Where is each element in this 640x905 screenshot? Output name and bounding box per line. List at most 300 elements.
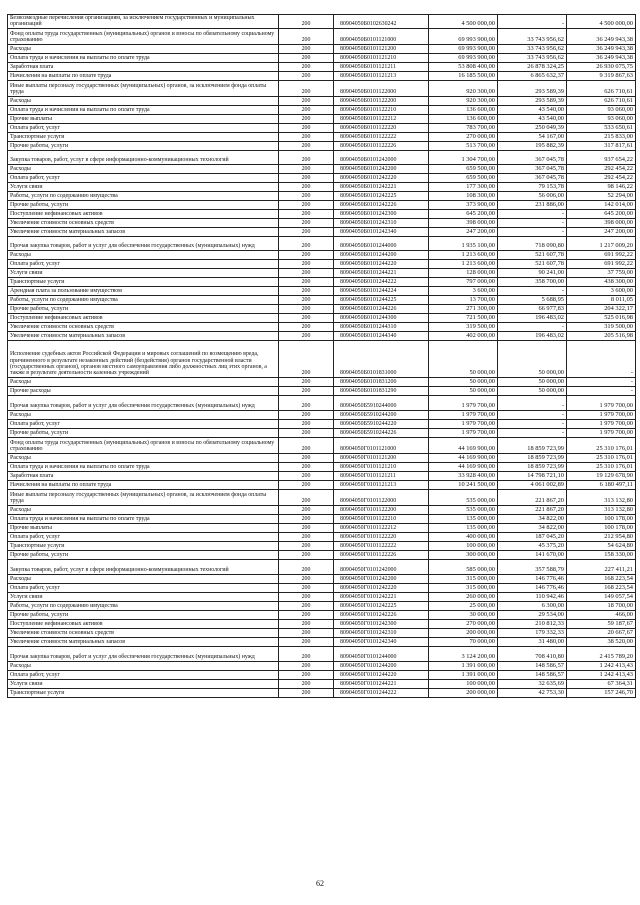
- row-approved-amount-cell: 69 993 900,00: [429, 44, 498, 53]
- row-executed-amount-cell: 33 743 956,62: [498, 28, 567, 44]
- row-executed-amount-cell: 56 006,00: [498, 191, 567, 200]
- table-row: [8, 236, 636, 250]
- row-approved-amount-cell: 16 185 500,00: [429, 71, 498, 80]
- row-unexecuted-amount-cell: 466,00: [567, 610, 636, 619]
- row-classification-code-cell: 80904050Б0101121210: [334, 53, 429, 62]
- row-executed-amount-cell: -: [498, 209, 567, 218]
- row-approved-amount-cell: 30 000,00: [429, 610, 498, 619]
- table-row: [8, 541, 636, 550]
- row-executed-amount-cell: -: [498, 410, 567, 419]
- row-classification-code-cell: 80904050Б0101242340: [334, 227, 429, 236]
- row-executed-amount-cell: -: [498, 419, 567, 428]
- row-approved-amount-cell: 33 928 400,00: [429, 471, 498, 480]
- row-classification-code-cell: 80904050Г0101121210: [334, 462, 429, 471]
- row-executed-amount-cell: 90 241,00: [498, 268, 567, 277]
- row-name-cell: Фонд оплаты труда государственных (муниципальных) органов и взносы по обязательному социальному страхованию: [8, 437, 279, 453]
- row-line-code-cell: 200: [279, 141, 334, 150]
- row-name-cell: Закупка товаров, работ, услуг в сфере информационно-коммуникационных технологий: [8, 559, 279, 574]
- row-unexecuted-amount-cell: 168 223,54: [567, 574, 636, 583]
- row-executed-amount-cell: 146 776,46: [498, 583, 567, 592]
- row-line-code-cell: 200: [279, 550, 334, 559]
- row-name-cell: Увеличение стоимости материальных запасов: [8, 637, 279, 646]
- row-unexecuted-amount-cell: 18 700,00: [567, 601, 636, 610]
- row-executed-amount-cell: 196 483,02: [498, 331, 567, 340]
- table-row: [8, 453, 636, 462]
- row-classification-code-cell: 80904050Б0101244221: [334, 268, 429, 277]
- row-approved-amount-cell: 247 200,00: [429, 227, 498, 236]
- row-name-cell: Увеличение стоимости материальных запасов: [8, 331, 279, 340]
- row-executed-amount-cell: 6 865 632,37: [498, 71, 567, 80]
- table-row: [8, 268, 636, 277]
- table-row: [8, 688, 636, 697]
- row-executed-amount-cell: -: [498, 322, 567, 331]
- row-approved-amount-cell: 135 000,00: [429, 514, 498, 523]
- row-line-code-cell: 200: [279, 619, 334, 628]
- row-executed-amount-cell: 708 410,80: [498, 646, 567, 661]
- row-executed-amount-cell: 31 480,00: [498, 637, 567, 646]
- table-row: [8, 428, 636, 437]
- row-classification-code-cell: 80904050Г0101242200: [334, 574, 429, 583]
- row-line-code-cell: 200: [279, 395, 334, 410]
- row-classification-code-cell: 80904050Г0101244200: [334, 661, 429, 670]
- table-row: [8, 592, 636, 601]
- row-line-code-cell: 200: [279, 637, 334, 646]
- row-classification-code-cell: 80904050Б0101122210: [334, 105, 429, 114]
- row-classification-code-cell: 80904050Г0101242310: [334, 628, 429, 637]
- row-name-cell: Прочие расходы: [8, 386, 279, 395]
- row-name-cell: Оплата работ, услуг: [8, 670, 279, 679]
- row-approved-amount-cell: 13 700,00: [429, 295, 498, 304]
- row-classification-code-cell: 80904050Б0101831000: [334, 340, 429, 377]
- row-classification-code-cell: 80904050Б0101122222: [334, 132, 429, 141]
- table-row: [8, 377, 636, 386]
- table-row: [8, 574, 636, 583]
- row-approved-amount-cell: 50 000,00: [429, 340, 498, 377]
- row-classification-code-cell: 80904050Б0101242310: [334, 218, 429, 227]
- table-row: [8, 437, 636, 453]
- row-executed-amount-cell: 45 375,20: [498, 541, 567, 550]
- row-executed-amount-cell: 42 753,30: [498, 688, 567, 697]
- row-executed-amount-cell: 367 045,78: [498, 173, 567, 182]
- table-row: [8, 583, 636, 592]
- row-approved-amount-cell: 70 000,00: [429, 637, 498, 646]
- row-classification-code-cell: 80904050Б0101242221: [334, 182, 429, 191]
- table-row: [8, 637, 636, 646]
- budget-table-body: [8, 15, 636, 698]
- table-row: [8, 286, 636, 295]
- row-line-code-cell: 200: [279, 688, 334, 697]
- row-unexecuted-amount-cell: 204 322,17: [567, 304, 636, 313]
- row-name-cell: Расходы: [8, 44, 279, 53]
- row-approved-amount-cell: 10 241 500,00: [429, 480, 498, 489]
- table-row: [8, 191, 636, 200]
- row-line-code-cell: 200: [279, 523, 334, 532]
- row-classification-code-cell: 80904050Г0101121213: [334, 480, 429, 489]
- row-line-code-cell: 200: [279, 559, 334, 574]
- row-classification-code-cell: 80904050Б5910244220: [334, 419, 429, 428]
- row-name-cell: Иные выплаты персоналу государственных (муниципальных) органов, за исключением фонда оплаты труда: [8, 80, 279, 96]
- table-row: [8, 209, 636, 218]
- row-classification-code-cell: 80904050Б0101121213: [334, 71, 429, 80]
- row-unexecuted-amount-cell: 100 178,00: [567, 523, 636, 532]
- row-line-code-cell: 200: [279, 453, 334, 462]
- row-name-cell: Безвозмездные перечисления организациям, за исключением государственных и муниципальных организаций: [8, 15, 279, 29]
- row-approved-amount-cell: 260 000,00: [429, 592, 498, 601]
- table-row: [8, 259, 636, 268]
- row-line-code-cell: 200: [279, 410, 334, 419]
- row-classification-code-cell: 80904050Б0101122220: [334, 123, 429, 132]
- row-approved-amount-cell: 100 000,00: [429, 679, 498, 688]
- row-line-code-cell: 200: [279, 505, 334, 514]
- row-executed-amount-cell: 367 045,78: [498, 164, 567, 173]
- row-classification-code-cell: 80904050Б0101242300: [334, 209, 429, 218]
- row-classification-code-cell: 80904050Б0101244224: [334, 286, 429, 295]
- row-executed-amount-cell: 221 867,20: [498, 489, 567, 505]
- table-row: [8, 173, 636, 182]
- row-name-cell: Транспортные услуги: [8, 132, 279, 141]
- table-row: [8, 471, 636, 480]
- row-executed-amount-cell: 26 878 324,25: [498, 62, 567, 71]
- row-name-cell: Услуги связи: [8, 182, 279, 191]
- row-name-cell: Услуги связи: [8, 679, 279, 688]
- row-unexecuted-amount-cell: 3 600,00: [567, 286, 636, 295]
- row-name-cell: Расходы: [8, 505, 279, 514]
- row-unexecuted-amount-cell: 227 411,21: [567, 559, 636, 574]
- row-line-code-cell: 200: [279, 419, 334, 428]
- row-executed-amount-cell: 29 534,00: [498, 610, 567, 619]
- row-approved-amount-cell: 373 900,00: [429, 200, 498, 209]
- row-name-cell: Увеличение стоимости основных средств: [8, 218, 279, 227]
- row-classification-code-cell: 80904050Б0101831200: [334, 377, 429, 386]
- budget-table: [7, 14, 636, 698]
- row-name-cell: Оплата работ, услуг: [8, 532, 279, 541]
- row-unexecuted-amount-cell: 93 060,00: [567, 105, 636, 114]
- row-approved-amount-cell: 44 169 900,00: [429, 462, 498, 471]
- row-unexecuted-amount-cell: 1 979 700,00: [567, 419, 636, 428]
- row-approved-amount-cell: 513 700,00: [429, 141, 498, 150]
- row-executed-amount-cell: 293 589,39: [498, 96, 567, 105]
- row-classification-code-cell: 80904050Б0101122200: [334, 96, 429, 105]
- row-unexecuted-amount-cell: 59 187,67: [567, 619, 636, 628]
- row-executed-amount-cell: 32 635,69: [498, 679, 567, 688]
- row-classification-code-cell: 80904050Б0101242220: [334, 173, 429, 182]
- row-classification-code-cell: 80904050Г0101242221: [334, 592, 429, 601]
- row-executed-amount-cell: 110 942,46: [498, 592, 567, 601]
- row-approved-amount-cell: 535 000,00: [429, 505, 498, 514]
- row-unexecuted-amount-cell: 1 979 700,00: [567, 428, 636, 437]
- row-unexecuted-amount-cell: -: [567, 386, 636, 395]
- row-unexecuted-amount-cell: 36 249 943,38: [567, 28, 636, 44]
- table-row: [8, 96, 636, 105]
- row-executed-amount-cell: -: [498, 227, 567, 236]
- row-approved-amount-cell: 44 169 900,00: [429, 437, 498, 453]
- row-line-code-cell: 200: [279, 53, 334, 62]
- row-classification-code-cell: 80904050Б0101122000: [334, 80, 429, 96]
- row-executed-amount-cell: 179 332,33: [498, 628, 567, 637]
- row-approved-amount-cell: 200 000,00: [429, 688, 498, 697]
- row-unexecuted-amount-cell: 533 650,61: [567, 123, 636, 132]
- row-approved-amount-cell: 920 300,00: [429, 96, 498, 105]
- row-approved-amount-cell: 177 300,00: [429, 182, 498, 191]
- row-line-code-cell: 200: [279, 132, 334, 141]
- row-line-code-cell: 200: [279, 386, 334, 395]
- table-row: [8, 62, 636, 71]
- row-line-code-cell: 200: [279, 574, 334, 583]
- row-unexecuted-amount-cell: 2 415 789,20: [567, 646, 636, 661]
- table-row: [8, 277, 636, 286]
- row-line-code-cell: 200: [279, 28, 334, 44]
- row-name-cell: Оплата труда и начисления на выплаты по оплате труда: [8, 462, 279, 471]
- row-line-code-cell: 200: [279, 322, 334, 331]
- row-name-cell: Увеличение стоимости основных средств: [8, 322, 279, 331]
- row-classification-code-cell: 80904050Б0101244222: [334, 277, 429, 286]
- row-classification-code-cell: 80904050Г0101242000: [334, 559, 429, 574]
- table-row: [8, 218, 636, 227]
- row-line-code-cell: 200: [279, 628, 334, 637]
- table-row: [8, 53, 636, 62]
- table-row: [8, 44, 636, 53]
- table-row: [8, 304, 636, 313]
- row-line-code-cell: 200: [279, 71, 334, 80]
- table-row: [8, 105, 636, 114]
- row-line-code-cell: 200: [279, 268, 334, 277]
- row-approved-amount-cell: 783 700,00: [429, 123, 498, 132]
- row-unexecuted-amount-cell: 525 016,98: [567, 313, 636, 322]
- row-executed-amount-cell: 210 812,33: [498, 619, 567, 628]
- row-executed-amount-cell: 718 090,80: [498, 236, 567, 250]
- row-unexecuted-amount-cell: -: [567, 340, 636, 377]
- row-classification-code-cell: 80904050Г0101244222: [334, 688, 429, 697]
- row-name-cell: Оплата труда и начисления на выплаты по оплате труда: [8, 53, 279, 62]
- row-unexecuted-amount-cell: 1 979 700,00: [567, 410, 636, 419]
- row-classification-code-cell: 80904050Г0101122000: [334, 489, 429, 505]
- row-executed-amount-cell: 250 049,39: [498, 123, 567, 132]
- row-classification-code-cell: 80904050Г0101122220: [334, 532, 429, 541]
- row-unexecuted-amount-cell: 438 300,00: [567, 277, 636, 286]
- row-approved-amount-cell: 128 000,00: [429, 268, 498, 277]
- table-row: [8, 462, 636, 471]
- row-name-cell: Услуги связи: [8, 268, 279, 277]
- row-approved-amount-cell: 136 600,00: [429, 105, 498, 114]
- row-classification-code-cell: 80904050Б0101244310: [334, 322, 429, 331]
- row-name-cell: Расходы: [8, 574, 279, 583]
- row-approved-amount-cell: 1 391 000,00: [429, 661, 498, 670]
- row-approved-amount-cell: 200 000,00: [429, 628, 498, 637]
- row-unexecuted-amount-cell: 1 979 700,00: [567, 395, 636, 410]
- row-unexecuted-amount-cell: 1 242 413,43: [567, 661, 636, 670]
- row-executed-amount-cell: 521 607,78: [498, 259, 567, 268]
- row-name-cell: Прочая закупка товаров, работ и услуг для обеспечения государственных (муниципальных) нужд: [8, 236, 279, 250]
- row-classification-code-cell: 80904050Г0101122212: [334, 523, 429, 532]
- row-executed-amount-cell: 50 000,00: [498, 377, 567, 386]
- row-line-code-cell: 200: [279, 182, 334, 191]
- row-executed-amount-cell: 146 776,46: [498, 574, 567, 583]
- row-line-code-cell: 200: [279, 123, 334, 132]
- row-unexecuted-amount-cell: 313 132,80: [567, 489, 636, 505]
- row-unexecuted-amount-cell: 645 200,00: [567, 209, 636, 218]
- row-classification-code-cell: 80904050Б0101121200: [334, 44, 429, 53]
- row-approved-amount-cell: 100 000,00: [429, 541, 498, 550]
- row-name-cell: Услуги связи: [8, 592, 279, 601]
- row-line-code-cell: 200: [279, 428, 334, 437]
- table-row: [8, 514, 636, 523]
- row-executed-amount-cell: 18 859 723,99: [498, 453, 567, 462]
- table-row: [8, 28, 636, 44]
- row-line-code-cell: 200: [279, 44, 334, 53]
- row-name-cell: Прочие выплаты: [8, 114, 279, 123]
- row-name-cell: Заработная плата: [8, 62, 279, 71]
- row-executed-amount-cell: 141 670,00: [498, 550, 567, 559]
- table-row: [8, 227, 636, 236]
- row-approved-amount-cell: 69 993 900,00: [429, 28, 498, 44]
- row-approved-amount-cell: 315 000,00: [429, 583, 498, 592]
- row-line-code-cell: 200: [279, 259, 334, 268]
- row-approved-amount-cell: 319 500,00: [429, 322, 498, 331]
- row-executed-amount-cell: -: [498, 218, 567, 227]
- row-executed-amount-cell: 293 589,39: [498, 80, 567, 96]
- row-unexecuted-amount-cell: 36 249 943,38: [567, 53, 636, 62]
- row-approved-amount-cell: 44 169 900,00: [429, 453, 498, 462]
- row-name-cell: Транспортные услуги: [8, 688, 279, 697]
- row-unexecuted-amount-cell: 142 014,00: [567, 200, 636, 209]
- row-unexecuted-amount-cell: 157 246,70: [567, 688, 636, 697]
- row-executed-amount-cell: 50 000,00: [498, 386, 567, 395]
- row-approved-amount-cell: 25 000,00: [429, 601, 498, 610]
- row-unexecuted-amount-cell: 98 146,22: [567, 182, 636, 191]
- row-unexecuted-amount-cell: 37 759,00: [567, 268, 636, 277]
- row-name-cell: Расходы: [8, 661, 279, 670]
- row-approved-amount-cell: 1 979 700,00: [429, 419, 498, 428]
- row-unexecuted-amount-cell: 292 454,22: [567, 164, 636, 173]
- table-row: [8, 123, 636, 132]
- table-row: [8, 550, 636, 559]
- row-approved-amount-cell: 1 979 700,00: [429, 395, 498, 410]
- table-row: [8, 141, 636, 150]
- row-classification-code-cell: 80904050Б0101244225: [334, 295, 429, 304]
- row-approved-amount-cell: 270 000,00: [429, 619, 498, 628]
- table-row: [8, 419, 636, 428]
- row-unexecuted-amount-cell: 26 930 075,75: [567, 62, 636, 71]
- row-unexecuted-amount-cell: 313 132,80: [567, 505, 636, 514]
- row-line-code-cell: 200: [279, 286, 334, 295]
- row-line-code-cell: 200: [279, 514, 334, 523]
- table-row: [8, 395, 636, 410]
- row-unexecuted-amount-cell: 8 011,05: [567, 295, 636, 304]
- row-executed-amount-cell: -: [498, 428, 567, 437]
- row-name-cell: Оплата работ, услуг: [8, 123, 279, 132]
- row-line-code-cell: 200: [279, 173, 334, 182]
- row-name-cell: Фонд оплаты труда государственных (муниципальных) органов и взносы по обязательному социальному страхованию: [8, 28, 279, 44]
- row-unexecuted-amount-cell: 937 654,22: [567, 150, 636, 164]
- row-name-cell: Прочие работы, услуги: [8, 304, 279, 313]
- row-classification-code-cell: 80904050Б0101242200: [334, 164, 429, 173]
- row-approved-amount-cell: 270 000,00: [429, 132, 498, 141]
- row-approved-amount-cell: 1 213 600,00: [429, 259, 498, 268]
- row-classification-code-cell: 80904050Г0101122210: [334, 514, 429, 523]
- table-row: [8, 601, 636, 610]
- row-classification-code-cell: 80904050Г0101242225: [334, 601, 429, 610]
- row-unexecuted-amount-cell: 215 833,00: [567, 132, 636, 141]
- row-name-cell: Транспортные услуги: [8, 541, 279, 550]
- table-row: [8, 164, 636, 173]
- row-approved-amount-cell: 108 300,00: [429, 191, 498, 200]
- row-name-cell: Прочие работы, услуги: [8, 200, 279, 209]
- row-unexecuted-amount-cell: 6 180 497,11: [567, 480, 636, 489]
- row-name-cell: Увеличение стоимости основных средств: [8, 628, 279, 637]
- row-unexecuted-amount-cell: 20 667,67: [567, 628, 636, 637]
- row-unexecuted-amount-cell: 25 310 176,01: [567, 437, 636, 453]
- row-line-code-cell: 200: [279, 532, 334, 541]
- row-name-cell: Прочие работы, услуги: [8, 610, 279, 619]
- row-approved-amount-cell: 3 600,00: [429, 286, 498, 295]
- row-classification-code-cell: 80904050Б0101242000: [334, 150, 429, 164]
- row-unexecuted-amount-cell: 292 454,22: [567, 173, 636, 182]
- row-executed-amount-cell: 5 688,95: [498, 295, 567, 304]
- row-line-code-cell: 200: [279, 200, 334, 209]
- row-approved-amount-cell: 1 304 700,00: [429, 150, 498, 164]
- row-name-cell: Арендная плата за пользование имуществом: [8, 286, 279, 295]
- row-approved-amount-cell: 585 000,00: [429, 559, 498, 574]
- row-classification-code-cell: 80904050Б5910244226: [334, 428, 429, 437]
- row-name-cell: Расходы: [8, 96, 279, 105]
- row-line-code-cell: 200: [279, 80, 334, 96]
- table-row: [8, 661, 636, 670]
- table-row: [8, 313, 636, 322]
- row-executed-amount-cell: 148 586,57: [498, 661, 567, 670]
- row-line-code-cell: 200: [279, 277, 334, 286]
- row-classification-code-cell: 80904050Г0101121200: [334, 453, 429, 462]
- row-line-code-cell: 200: [279, 340, 334, 377]
- table-row: [8, 80, 636, 96]
- row-unexecuted-amount-cell: 205 516,98: [567, 331, 636, 340]
- row-name-cell: Иные выплаты персоналу государственных (муниципальных) органов, за исключением фонда оплаты труда: [8, 489, 279, 505]
- row-line-code-cell: 200: [279, 377, 334, 386]
- row-classification-code-cell: 80904050Г0101122200: [334, 505, 429, 514]
- row-line-code-cell: 200: [279, 462, 334, 471]
- table-row: [8, 489, 636, 505]
- row-name-cell: Оплата работ, услуг: [8, 583, 279, 592]
- row-unexecuted-amount-cell: 54 624,80: [567, 541, 636, 550]
- row-unexecuted-amount-cell: 691 992,22: [567, 250, 636, 259]
- row-unexecuted-amount-cell: 1 242 413,43: [567, 670, 636, 679]
- row-approved-amount-cell: 271 300,00: [429, 304, 498, 313]
- row-unexecuted-amount-cell: 626 710,61: [567, 80, 636, 96]
- row-unexecuted-amount-cell: 25 310 176,01: [567, 453, 636, 462]
- row-line-code-cell: 200: [279, 250, 334, 259]
- row-classification-code-cell: 80904050Г0101242226: [334, 610, 429, 619]
- row-name-cell: Оплата работ, услуг: [8, 173, 279, 182]
- row-line-code-cell: 200: [279, 105, 334, 114]
- row-name-cell: Расходы: [8, 453, 279, 462]
- row-approved-amount-cell: 3 124 200,00: [429, 646, 498, 661]
- row-name-cell: Оплата работ, услуг: [8, 259, 279, 268]
- row-classification-code-cell: 80904050Г0101244000: [334, 646, 429, 661]
- row-line-code-cell: 200: [279, 471, 334, 480]
- row-line-code-cell: 200: [279, 679, 334, 688]
- row-approved-amount-cell: 400 000,00: [429, 532, 498, 541]
- row-line-code-cell: 200: [279, 592, 334, 601]
- row-name-cell: Поступление нефинансовых активов: [8, 619, 279, 628]
- row-name-cell: Прочая закупка товаров, работ и услуг для обеспечения государственных (муниципальных) нужд: [8, 646, 279, 661]
- table-row: [8, 15, 636, 29]
- row-executed-amount-cell: 14 798 721,10: [498, 471, 567, 480]
- row-line-code-cell: 200: [279, 191, 334, 200]
- row-approved-amount-cell: 398 000,00: [429, 218, 498, 227]
- table-row: [8, 559, 636, 574]
- row-approved-amount-cell: 4 500 000,00: [429, 15, 498, 29]
- row-unexecuted-amount-cell: 398 000,00: [567, 218, 636, 227]
- row-unexecuted-amount-cell: 9 319 867,63: [567, 71, 636, 80]
